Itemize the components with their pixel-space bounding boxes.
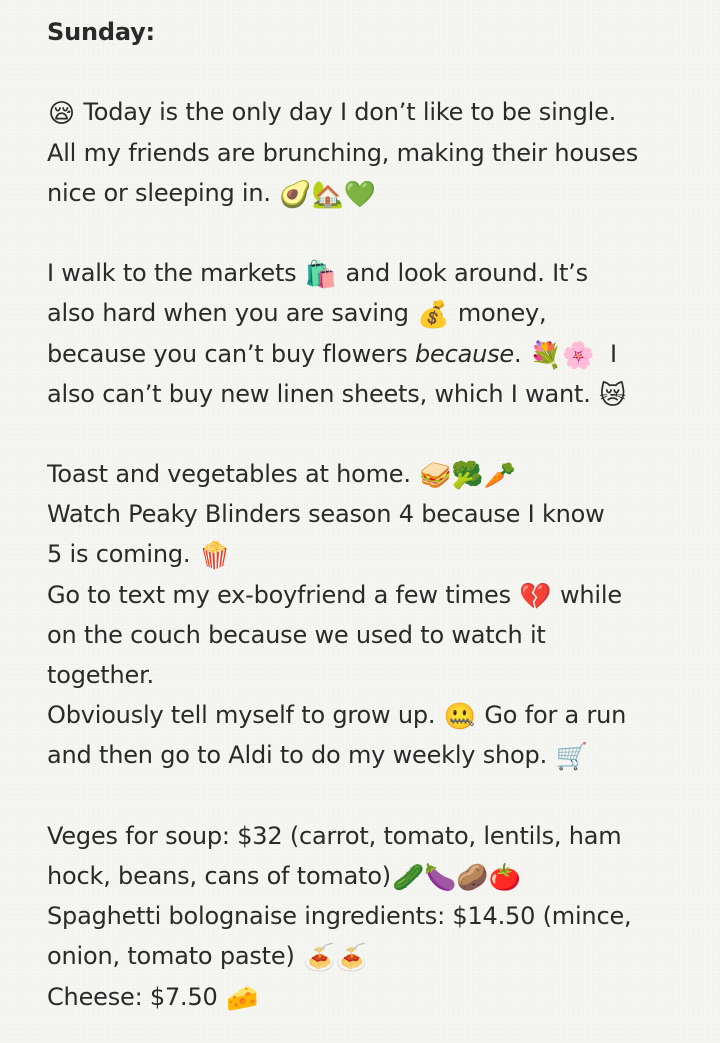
shopping-bags-icon: 🛍️	[304, 260, 338, 291]
blank-line	[47, 213, 707, 253]
shopping-cart-icon: 🛒	[555, 742, 588, 773]
text-segment: I walk to the markets	[47, 259, 304, 288]
text-line	[47, 575, 707, 615]
text-segment: Toast and vegetables at home.	[47, 460, 419, 489]
broken-heart-icon: 💔	[519, 581, 552, 612]
text-segment: also hard when you are saving	[47, 299, 417, 328]
text-segment: because you can’t buy flowers	[47, 339, 415, 368]
text-line: Watch Peaky Blinders season 4 because I know	[47, 500, 605, 529]
text-line	[47, 253, 707, 293]
spaghetti-icon: 🍝🍝	[303, 943, 368, 974]
sleepy-face-icon: 😪	[48, 99, 75, 130]
text-line	[47, 92, 707, 132]
money-bag-icon: 💰	[417, 300, 450, 331]
text-line	[47, 334, 707, 374]
text-line: Veges for soup: $32 (carrot, tomato, lentils, ham	[47, 821, 622, 850]
cheese-icon: 🧀	[226, 983, 259, 1014]
text-line: on the couch because we used to watch it	[47, 620, 546, 649]
text-line: All my friends are brunching, making their houses	[47, 138, 639, 167]
note-title: Sunday:	[47, 18, 155, 46]
text-segment: Today is the only day I don’t like to be single.	[75, 98, 617, 127]
paragraph-home	[47, 454, 707, 776]
text-segment: also can’t buy new linen sheets, which I want.	[47, 379, 599, 408]
popcorn-icon: 🍿	[198, 541, 231, 572]
avocado-house-heart-icon: 🥑🏡💚	[279, 179, 376, 210]
crying-cat-icon: 😿	[599, 380, 627, 411]
bouquet-blossom-icon: 💐🌸	[529, 340, 595, 371]
text-line	[47, 534, 707, 574]
paragraph-shopping-list	[47, 816, 707, 1017]
text-segment: 5 is coming.	[47, 540, 198, 569]
text-line	[47, 936, 707, 976]
blank-line	[47, 52, 707, 92]
text-segment: .	[513, 339, 529, 368]
paragraph-single	[47, 92, 707, 213]
text-segment: and look around. It’s	[338, 259, 588, 288]
text-line	[47, 293, 707, 333]
note-body	[47, 12, 707, 1017]
text-line	[47, 977, 707, 1017]
text-line	[47, 454, 707, 494]
text-segment: onion, tomato paste)	[47, 942, 303, 971]
text-line: together.	[47, 661, 154, 689]
text-line	[47, 856, 707, 896]
text-line: Spaghetti bolognaise ingredients: $14.50 (mince,	[47, 902, 632, 931]
zipper-mouth-icon: 🤐	[443, 702, 476, 733]
text-line	[47, 735, 707, 775]
blank-line	[47, 414, 707, 454]
cucumber-eggplant-potato-tomato-icon: 🥒🍆🥔🍅	[391, 862, 521, 893]
text-segment: Obviously tell myself to grow up.	[47, 701, 443, 730]
text-segment: money,	[450, 299, 547, 328]
text-segment: Go for a run	[476, 701, 627, 730]
text-segment: nice or sleeping in.	[47, 178, 279, 207]
text-segment: while	[552, 580, 622, 609]
text-line	[47, 695, 707, 735]
blank-line	[47, 776, 707, 816]
text-segment: hock, beans, cans of tomato)	[47, 861, 391, 890]
text-segment: Cheese: $7.50	[47, 982, 226, 1011]
text-segment: and then go to Aldi to do my weekly shop.	[47, 741, 555, 770]
italic-text: because	[415, 339, 514, 368]
sandwich-broccoli-carrot-icon: 🥪🥦🥕	[419, 461, 516, 492]
text-segment: I	[595, 339, 617, 368]
paragraph-markets	[47, 253, 707, 414]
text-line	[47, 374, 707, 414]
text-segment: Go to text my ex-boyfriend a few times	[47, 580, 519, 609]
text-line	[47, 173, 707, 213]
